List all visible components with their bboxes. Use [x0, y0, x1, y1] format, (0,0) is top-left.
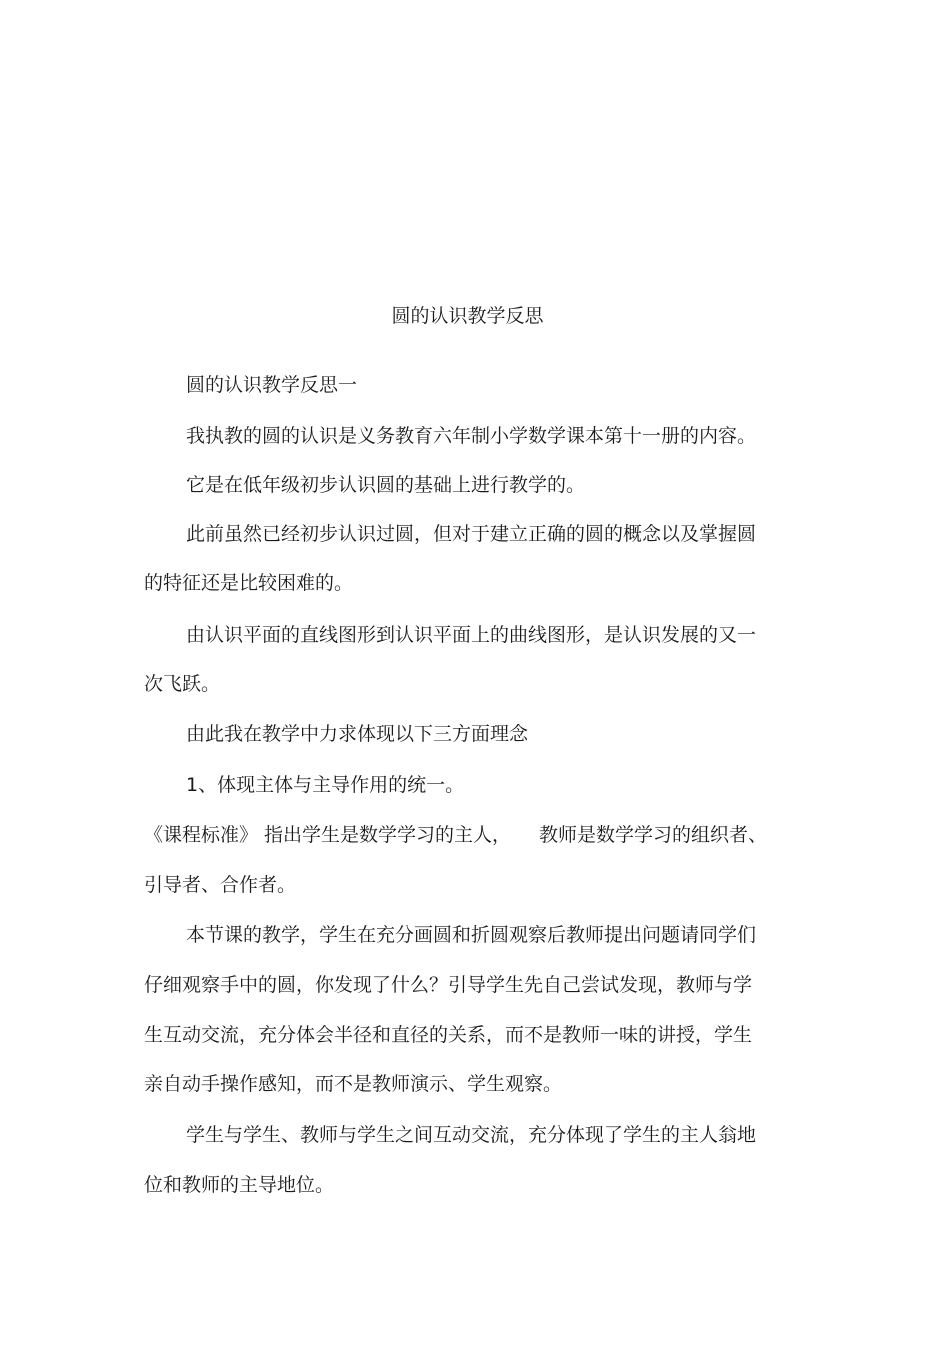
paragraph-line: 亲自动手操作感知，而不是教师演示、学生观察。: [144, 1073, 563, 1095]
paragraph-line-quote: [144, 822, 767, 848]
quote-part-1: 《课程标准》 指出学生是数学学习的主人，: [144, 824, 512, 846]
paragraph-line: 生互动交流，充分体会半径和直径的关系，而不是教师一味的讲授，学生: [144, 1024, 753, 1046]
paragraph-line: 由此我在教学中力求体现以下三方面理念: [186, 723, 529, 745]
section-heading: 圆的认识教学反思一: [186, 374, 358, 396]
paragraph-line: 本节课的教学，学生在充分画圆和折圆观察后教师提出问题请同学们: [186, 924, 757, 946]
paragraph-line: 学生与学生、教师与学生之间互动交流，充分体现了学生的主人翁地: [186, 1124, 757, 1146]
paragraph-line: 位和教师的主导地位。: [144, 1174, 335, 1196]
paragraph-line: 它是在低年级初步认识圆的基础上进行教学的。: [186, 474, 586, 496]
paragraph-line: 仔细观察手中的圆，你发现了什么？引导学生先自己尝试发现，教师与学: [144, 974, 753, 996]
document-title: 圆的认识教学反思: [391, 305, 544, 327]
paragraph-line: 的特征还是比较困难的。: [144, 572, 354, 594]
numbered-point: 1、体现主体与主导作用的统一。: [186, 774, 465, 796]
paragraph-line: 我执教的圆的认识是义务教育六年制小学数学课本第十一册的内容。: [186, 425, 757, 447]
paragraph-line: 此前虽然已经初步认识过圆，但对于建立正确的圆的概念以及掌握圆: [186, 523, 757, 545]
paragraph-line: 次飞跃。: [144, 673, 221, 695]
paragraph-line: 由认识平面的直线图形到认识平面上的曲线图形，是认识发展的又一: [186, 624, 757, 646]
quote-part-2: 教师是数学学习的组织者、: [539, 824, 768, 846]
paragraph-line: 引导者、合作者。: [144, 874, 297, 896]
